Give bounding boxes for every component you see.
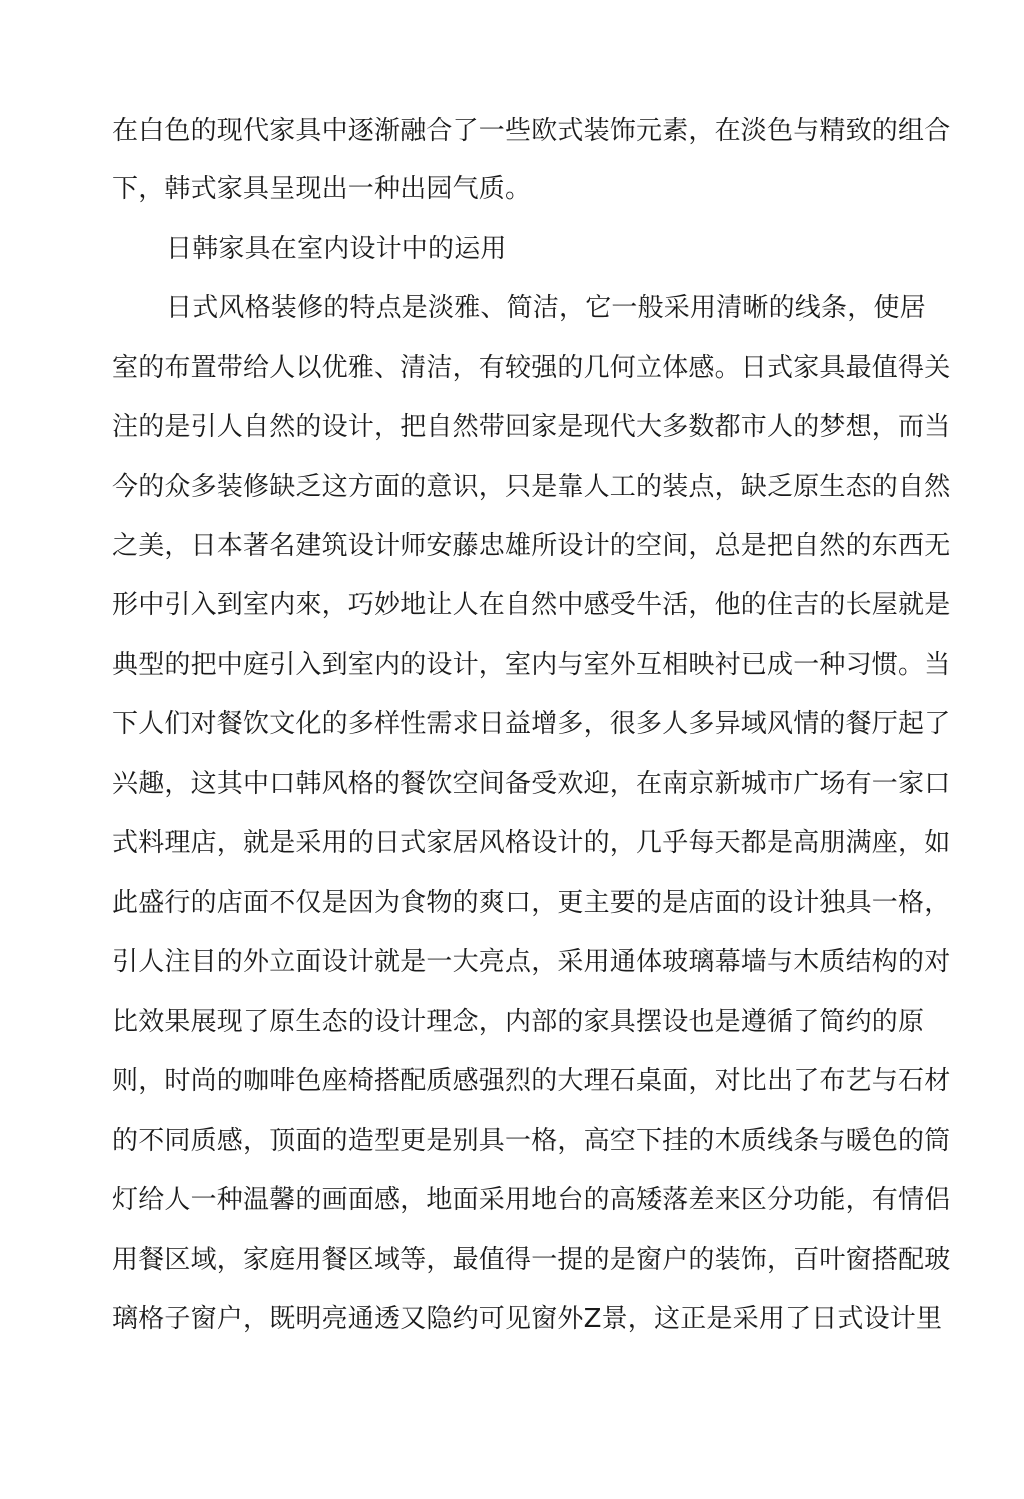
body-text-line: 下人们对餐饮文化的多样性需求日益增多，很多人多异域风情的餐厅起了 [112,709,951,739]
section-heading: 日韩家具在室内设计中的运用 [166,234,507,264]
body-text-line: 室的布置带给人以优雅、清洁，有较强的几何立体感。日式家具最值得关 [112,353,951,383]
body-text-line: 在白色的现代家具中逐渐融合了一些欧式装饰元素，在淡色与精致的组合 [112,116,951,146]
body-text-line: 形中引入到室内來，巧妙地让人在自然中感受牛活，他的住吉的长屋就是 [112,590,951,620]
body-text-line: 灯给人一种温馨的画面感，地面采用地台的高矮落差来区分功能，有情侣 [112,1185,951,1215]
body-text-line: 日式风格装修的特点是淡雅、简洁，它一般采用清晰的线条，使居 [166,293,926,323]
body-text-line: 兴趣，这其中口韩风格的餐饮空间备受欢迎，在南京新城市广场有一家口 [112,769,951,799]
body-text-line: 引人注目的外立面设计就是一大亮点，采用通体玻璃幕墙与木质结构的对 [112,947,951,977]
body-text-line: 典型的把中庭引入到室内的设计，室内与室外互相映衬已成一种习惯。当 [112,650,951,680]
body-text-line: 则，时尚的咖啡色座椅搭配质感强烈的大理石桌面，对比出了布艺与石材 [112,1066,951,1096]
body-text-line: 此盛行的店面不仅是因为食物的爽口，更主要的是店面的设计独具一格， [112,888,951,918]
body-text-line: 用餐区域，家庭用餐区域等，最值得一提的是窗户的装饰，百叶窗搭配玻 [112,1245,951,1275]
body-text-line: 注的是引人自然的设计，把自然带回家是现代大多数都市人的梦想，而当 [112,412,951,442]
body-text-line: 下，韩式家具呈现出一种出园气质。 [112,174,532,204]
body-text-line: 的不同质感，顶面的造型更是别具一格，高空下挂的木质线条与暖色的筒 [112,1126,951,1156]
body-text-line: 比效果展现了原生态的设计理念，内部的家具摆设也是遵循了简约的原 [112,1007,925,1037]
body-text-line: 之美，日本著名建筑设计师安藤忠雄所设计的空间，总是把自然的东西无 [112,531,951,561]
body-text-line: 式料理店，就是采用的日式家居风格设计的，几乎每天都是高朋满座，如 [112,828,951,858]
body-text-line: 璃格子窗户，既明亮通透又隐约可见窗外Z景，这正是采用了日式设计里 [112,1304,943,1334]
body-text-line: 今的众多装修缺乏这方面的意识，只是靠人工的装点，缺乏原生态的自然 [112,472,951,502]
